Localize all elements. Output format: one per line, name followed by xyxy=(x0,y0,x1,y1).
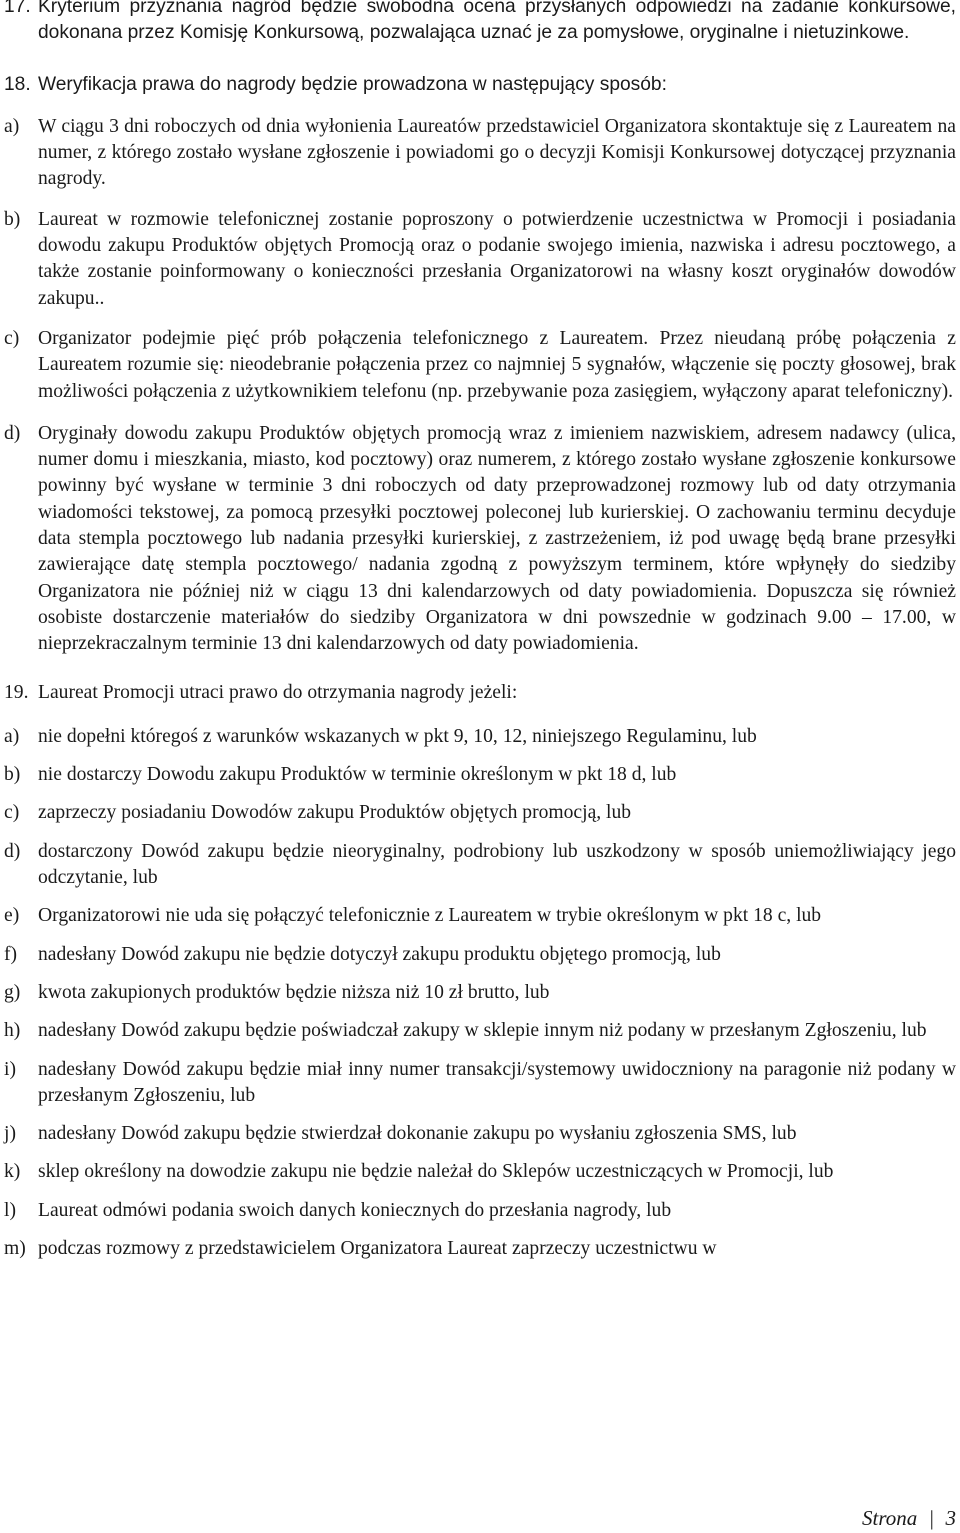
item-label: i) xyxy=(4,1058,16,1080)
item-text: nadesłany Dowód zakupu będzie stwierdzał dokonanie zakupu po wysłaniu zgłoszenia SMS, lub xyxy=(38,1123,797,1145)
item-text: W ciągu 3 dni roboczych od dnia wyłonienia Laureatów przedstawiciel Organizatora skontaktuje się z Laureatem na numer, z którego zostało wysłane zgłoszenie i powiadomi go o decyzji Komisji Konkursowej dotyczącej przyznania nagrody. xyxy=(38,115,956,190)
footer-page-number: 3 xyxy=(945,1506,956,1530)
item-text: Laureat w rozmowie telefonicznej zostanie poproszony o potwierdzenie uczestnictwa w Promocji i posiadania dowodu zakupu Produktów objętych Promocją oraz o podanie swojego imienia, nazwiska i adresu pocztowego, a także zostanie poinformowany o konieczności przesłania Organizatorowi na własny koszt oryginałów dowodów zakupu.. xyxy=(38,208,956,309)
item-text: Laureat odmówi podania swoich danych koniecznych do przesłania nagrody, lub xyxy=(38,1199,672,1221)
item-text: Oryginały dowodu zakupu Produktów objętych promocją wraz z imieniem nazwiskiem, adresem nadawcy (ulica, numer domu i mieszkania, miasto, kod pocztowy) oraz numerem, z którego zostało wysłane zgłoszenie konkursowe powinny być wysłane w terminie 3 dni roboczych od daty przeprowadzonej rozmowy lub od daty otrzymania wiadomości tekstowej, za pomocą przesyłki pocztowej poleconej lub kurierskiej. O zachowaniu terminu decyduje data stempla pocztowego lub nadania przesyłki kurierskiej, z zastrzeżeniem, iż pod uwagę będą brane przesyłki zawierające datę stempla pocztowego/ nadania zgodną z powyższym terminem, które wpłynęły do siedziby Organizatora nie później niż w ciągu 13 dni kalendarzowych od daty powiadomienia. Dopuszcza się również osobiste dostarczenie materiałów do siedziby Organizatora w dni powszednie w godzinach 9.00 – 17.00, w nieprzekraczalnym terminie 13 dni kalendarzowych od daty powiadomienia. xyxy=(38,422,956,655)
list-item xyxy=(0,1236,956,1262)
item-text: nie dostarczy Dowodu zakupu Produktów w terminie określonym w pkt 18 d, lub xyxy=(38,764,677,786)
paragraph-number: 17. xyxy=(4,0,31,17)
footer-label: Strona xyxy=(861,1506,918,1530)
paragraph-17 xyxy=(4,0,956,47)
list-item xyxy=(0,326,956,405)
list-item xyxy=(0,1159,956,1185)
item-label: f) xyxy=(4,943,18,965)
list-item xyxy=(0,114,956,193)
item-label: c) xyxy=(4,327,20,349)
item-text: dostarczony Dowód zakupu będzie nieoryginalny, podrobiony lub uszkodzony w sposób uniemożliwiający jego odczytanie, lub xyxy=(38,840,956,889)
item-text: nadesłany Dowód zakupu będzie poświadczał zakupy w sklepie innym niż podany w przesłanym Zgłoszeniu, lub xyxy=(38,1020,927,1042)
item-label: d) xyxy=(4,422,21,444)
item-text: nadesłany Dowód zakupu nie będzie dotyczył zakupu produktu objętego promocją, lub xyxy=(38,943,721,965)
list-item xyxy=(0,980,956,1006)
item-label: j) xyxy=(4,1123,16,1145)
paragraph-19-items xyxy=(4,724,956,1262)
list-item xyxy=(0,724,956,750)
list-item xyxy=(0,1057,956,1110)
paragraph-intro: Weryfikacja prawa do nagrody będzie prowadzona w następujący sposób: xyxy=(38,73,667,95)
item-label: b) xyxy=(4,764,21,786)
paragraph-number: 18. xyxy=(4,73,31,95)
list-item xyxy=(0,1198,956,1224)
list-item xyxy=(0,839,956,892)
list-item xyxy=(0,800,956,826)
paragraph-19 xyxy=(4,680,956,706)
item-text: zaprzeczy posiadaniu Dowodów zakupu Produktów objętych promocją, lub xyxy=(38,802,632,824)
page-footer xyxy=(862,1506,956,1531)
paragraph-intro: Laureat Promocji utraci prawo do otrzymania nagrody jeżeli: xyxy=(38,681,518,703)
paragraph-number: 19. xyxy=(4,681,29,703)
paragraph-18-items xyxy=(4,114,956,658)
item-text: nie dopełni któregoś z warunków wskazanych w pkt 9, 10, 12, niniejszego Regulaminu, lub xyxy=(38,725,757,747)
item-label: e) xyxy=(4,905,20,927)
paragraph-text: Kryterium przyznania nagród będzie swobodna ocena przysłanych odpowiedzi na zadanie konkursowe, dokonana przez Komisję Konkursową, pozwalająca uznać je za pomysłowe, oryginalne i nietuzinkowe. xyxy=(38,0,956,44)
item-label: m) xyxy=(4,1237,26,1259)
item-label: c) xyxy=(4,802,20,824)
list-item xyxy=(0,942,956,968)
footer-separator: | xyxy=(928,1506,935,1530)
item-text: sklep określony na dowodzie zakupu nie będzie należał do Sklepów uczestniczących w Promocji, lub xyxy=(38,1161,834,1183)
item-label: h) xyxy=(4,1020,21,1042)
item-label: d) xyxy=(4,840,21,862)
list-item xyxy=(0,762,956,788)
item-text: podczas rozmowy z przedstawicielem Organizatora Laureat zaprzeczy uczestnictwu w xyxy=(38,1237,717,1259)
list-item xyxy=(0,903,956,929)
item-label: l) xyxy=(4,1199,16,1221)
list-item xyxy=(0,207,956,312)
item-text: Organizator podejmie pięć prób połączenia telefonicznego z Laureatem. Przez nieudaną próbę połączenia z Laureatem rozumie się: nieodebranie połączenia przez co najmniej 5 sygnałów, włączenie się poczty głosowej, brak możliwości połączenia z użytkownikiem telefonu (np. przebywanie poza zasięgiem, wyłączony aparat telefoniczny). xyxy=(38,327,956,402)
item-label: a) xyxy=(4,115,20,137)
paragraph-18 xyxy=(4,72,956,98)
item-label: k) xyxy=(4,1161,21,1183)
list-item xyxy=(0,1121,956,1147)
item-text: kwota zakupionych produktów będzie niższa niż 10 zł brutto, lub xyxy=(38,981,550,1003)
item-label: g) xyxy=(4,981,21,1003)
list-item xyxy=(0,421,956,658)
item-label: b) xyxy=(4,208,21,230)
item-text: Organizatorowi nie uda się połączyć telefonicznie z Laureatem w trybie określonym w pkt 18 c, lub xyxy=(38,905,822,927)
list-item xyxy=(0,1018,956,1044)
item-text: nadesłany Dowód zakupu będzie miał inny numer transakcji/systemowy uwidoczniony na paragonie niż podany w przesłanym Zgłoszeniu, lub xyxy=(38,1058,956,1106)
item-label: a) xyxy=(4,725,20,747)
